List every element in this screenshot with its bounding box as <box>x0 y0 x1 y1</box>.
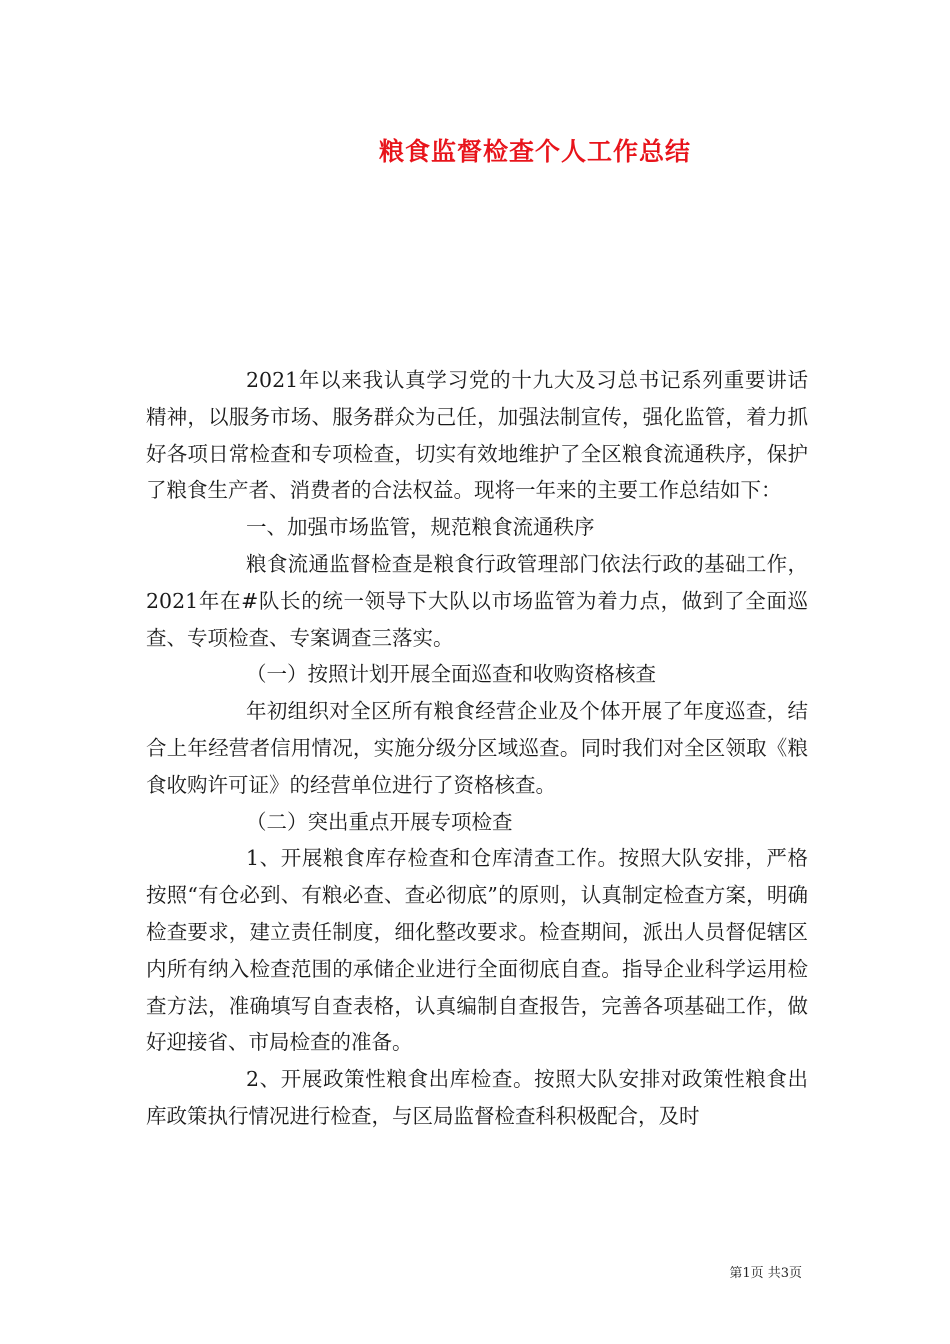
paragraph-intro: 2021年以来我认真学习党的十九大及习总书记系列重要讲话精神，以服务市场、服务群众为己任，加强法制宣传，强化监管，着力抓好各项日常检查和专项检查，切实有效地维护了全区粮食流通秩序，保护了粮食生产者、消费者的合法权益。现将一年来的主要工作总结如下： <box>146 368 808 503</box>
subsection-heading-2: （二）突出重点开展专项检查 <box>246 809 513 834</box>
paragraph-section-1: 粮食流通监督检查是粮食行政管理部门依法行政的基础工作，2021年在#队长的统一领导下大队以市场监管为着力点，做到了全面巡查、专项检查、专案调查三落实。 <box>146 551 808 650</box>
paragraph-subsection-1: 年初组织对全区所有粮食经营企业及个体开展了年度巡查，结合上年经营者信用情况，实施分级分区域巡查。同时我们对全区领取《粮食收购许可证》的经营单位进行了资格核查。 <box>146 699 808 797</box>
paragraph-item-1: 1、开展粮食库存检查和仓库清查工作。按照大队安排，严格按照“有仓必到、有粮必查、查必彻底”的原则，认真制定检查方案，明确检查要求，建立责任制度，细化整改要求。检查期间，派出人员督促辖区内所有纳入检查范围的承储企业进行全面彻底自查。指导企业科学运用检查方法，准确填写自查表格，认真编制自查报告，完善各项基础工作，做好迎接省、市局检查的准备。 <box>146 846 808 1055</box>
document-title: 粮食监督检查个人工作总结 <box>378 137 691 166</box>
subsection-heading-1: （一）按照计划开展全面巡查和收购资格核查 <box>246 662 656 687</box>
section-heading-1: 一、加强市场监管，规范粮食流通秩序 <box>246 515 595 540</box>
paragraph-item-2: 2、开展政策性粮食出库检查。按照大队安排对政策性粮食出库政策执行情况进行检查，与区局监督检查科积极配合，及时 <box>146 1067 808 1128</box>
document-body <box>146 362 808 1135</box>
page-number: 第1页 共3页 <box>729 1266 802 1281</box>
